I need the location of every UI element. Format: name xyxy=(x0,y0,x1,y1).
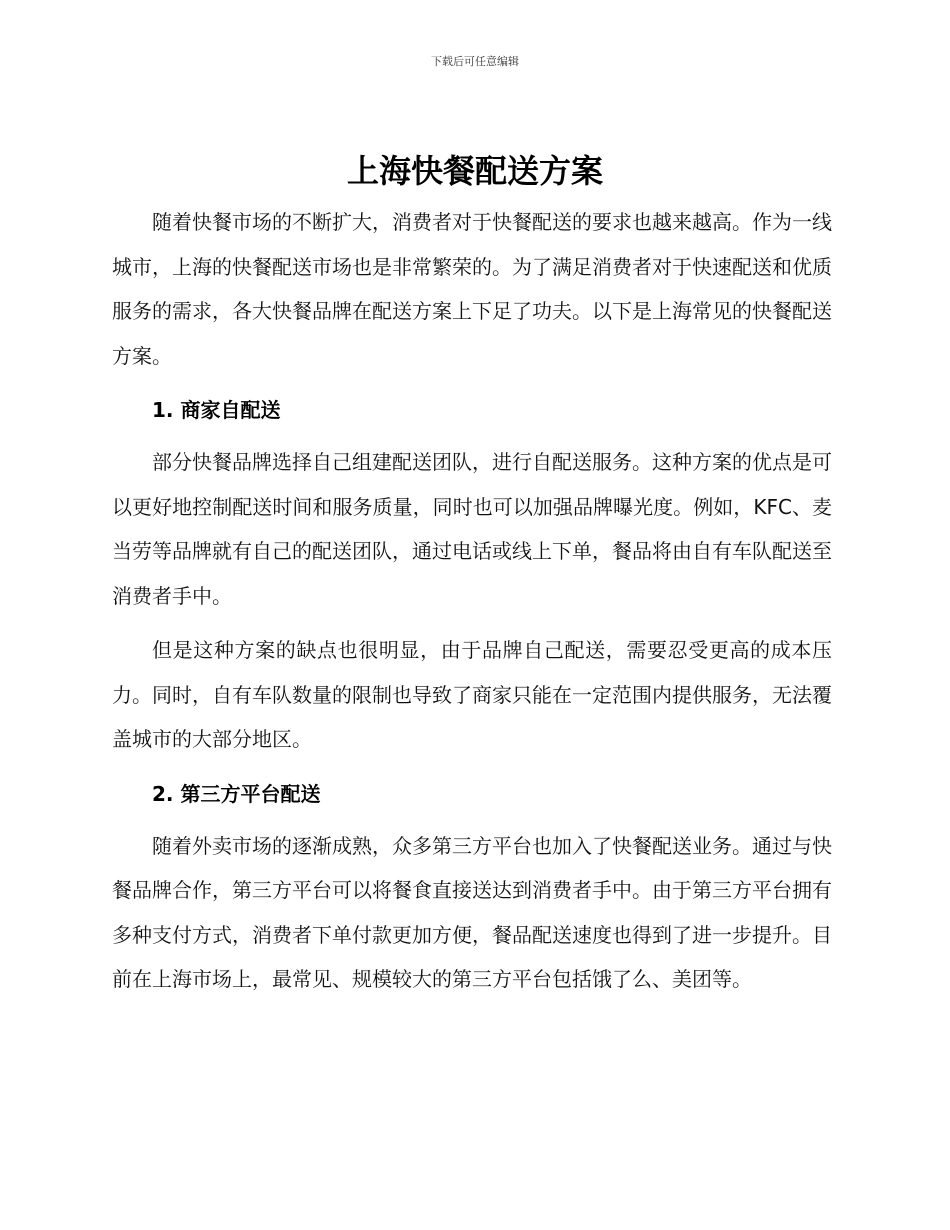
document-body xyxy=(112,200,832,1002)
page-header-note: 下载后可任意编辑 xyxy=(431,55,519,68)
section-heading-third-party-delivery: 2. 第三方平台配送 xyxy=(152,781,321,806)
intro-paragraph: 随着快餐市场的不断扩大，消费者对于快餐配送的要求也越来越高。作为一线城市，上海的快餐配送市场也是非常繁荣的。为了满足消费者对于快速配送和优质服务的需求，各大快餐品牌在配送方案上下足了功夫。以下是上海常见的快餐配送方案。 xyxy=(112,210,832,368)
section-paragraph: 部分快餐品牌选择自己组建配送团队，进行自配送服务。这种方案的优点是可以更好地控制配送时间和服务质量，同时也可以加强品牌曝光度。例如，KFC、麦当劳等品牌就有自己的配送团队，通过电话或线上下单，餐品将由自有车队配送至消费者手中。 xyxy=(112,450,832,608)
section-paragraph: 但是这种方案的缺点也很明显，由于品牌自己配送，需要忍受更高的成本压力。同时，自有车队数量的限制也导致了商家只能在一定范围内提供服务，无法覆盖城市的大部分地区。 xyxy=(112,638,832,751)
section-heading-self-delivery: 1. 商家自配送 xyxy=(152,398,281,422)
page-title: 上海快餐配送方案 xyxy=(346,152,603,190)
section-paragraph: 随着外卖市场的逐渐成熟，众多第三方平台也加入了快餐配送业务。通过与快餐品牌合作，第三方平台可以将餐食直接送达到消费者手中。由于第三方平台拥有多种支付方式，消费者下单付款更加方便，餐品配送速度也得到了进一步提升。目前在上海市场上，最常见、规模较大的第三方平台包括饿了么、美团等。 xyxy=(112,833,832,991)
